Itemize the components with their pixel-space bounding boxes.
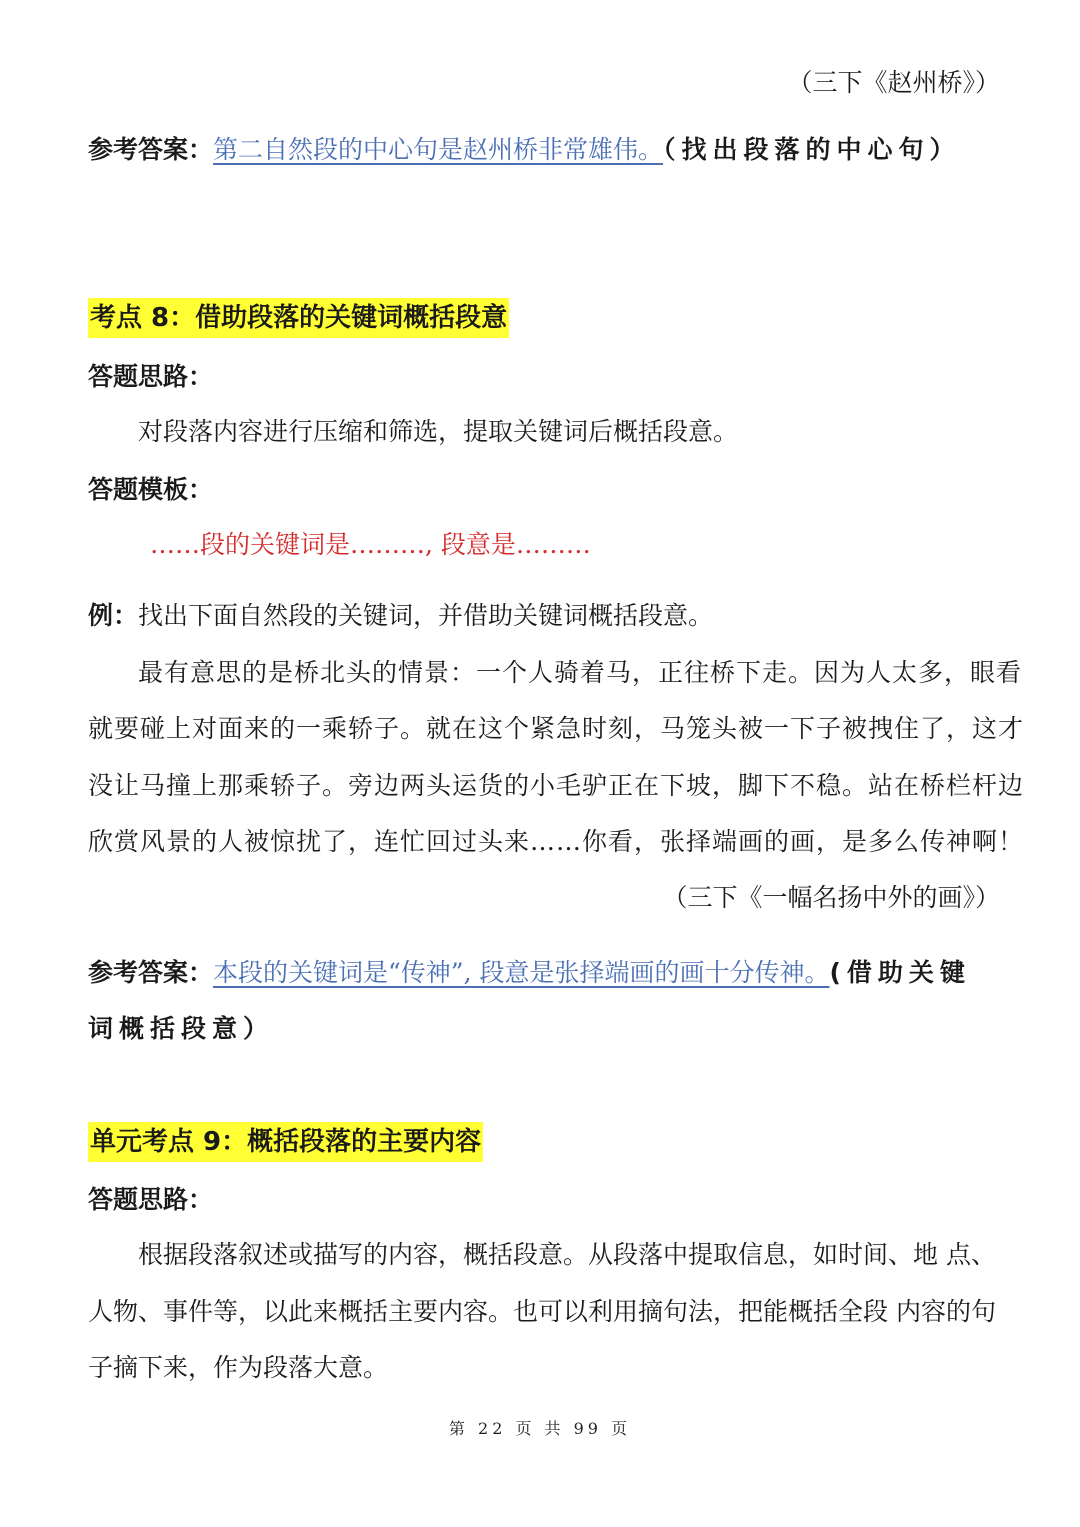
section-8-example [88, 598, 1000, 634]
answer-note-continued: 词概括段意） [88, 1014, 275, 1043]
source-citation-2: （三下《一幅名扬中外的画》） [662, 883, 1000, 912]
example-label: 例： [88, 601, 139, 630]
answer-label: 参考答案： [88, 958, 214, 987]
page-footer: 第 22 页 共 99 页 [448, 1419, 632, 1438]
section-8-idea-text: 对段落内容进行压缩和筛选，提取关键词后概括段意。 [138, 417, 739, 446]
answer-2 [88, 955, 1000, 991]
passage-line: 最有意思的是桥北头的情景：一个人骑着马，正往桥下走。因为人太多，眼看 [138, 658, 1023, 687]
answer-note: (借助关键 [829, 958, 971, 987]
source-citation-1: （三下《赵州桥》） [787, 68, 1000, 97]
answer-1 [88, 132, 1000, 168]
section-9-idea-line: 人物、事件等，以此来概括主要内容。也可以利用摘句法，把能概括全段 内容的句 [88, 1297, 996, 1326]
section-8-template-text: ……段的关键词是………, 段意是……… [150, 530, 591, 559]
example-text: 找出下面自然段的关键词，并借助关键词概括段意。 [138, 601, 714, 630]
passage-line: 就要碰上对面来的一乘轿子。就在这个紧急时刻，马笼头被一下子被拽住了，这才 [88, 714, 1025, 743]
section-9-heading: 单元考点 9：概括段落的主要内容 [88, 1122, 483, 1162]
section-8-idea-label: 答题思路： [88, 362, 214, 391]
answer-text: 本段的关键词是“传神”, 段意是张择端画的画十分传神。 [213, 958, 830, 987]
section-8-template-label: 答题模板： [88, 475, 214, 504]
section-8-heading: 考点 8：借助段落的关键词概括段意 [88, 298, 509, 338]
section-9-idea-line: 根据段落叙述或描写的内容，概括段意。从段落中提取信息，如时间、地 点、 [138, 1240, 996, 1269]
section-9-idea-line: 子摘下来，作为段落大意。 [88, 1353, 389, 1382]
answer-text: 第二自然段的中心句是赵州桥非常雄伟。 [213, 135, 664, 164]
answer-note: （找出段落的中心句） [663, 135, 961, 164]
passage-line: 欣赏风景的人被惊扰了，连忙回过头来……你看，张择端画的画，是多么传神啊！ [88, 827, 1025, 856]
answer-label: 参考答案： [88, 135, 214, 164]
section-9-idea-label: 答题思路： [88, 1185, 214, 1214]
passage-line: 没让马撞上那乘轿子。旁边两头运货的小毛驴正在下坡，脚下不稳。站在桥栏杆边 [88, 771, 1025, 800]
